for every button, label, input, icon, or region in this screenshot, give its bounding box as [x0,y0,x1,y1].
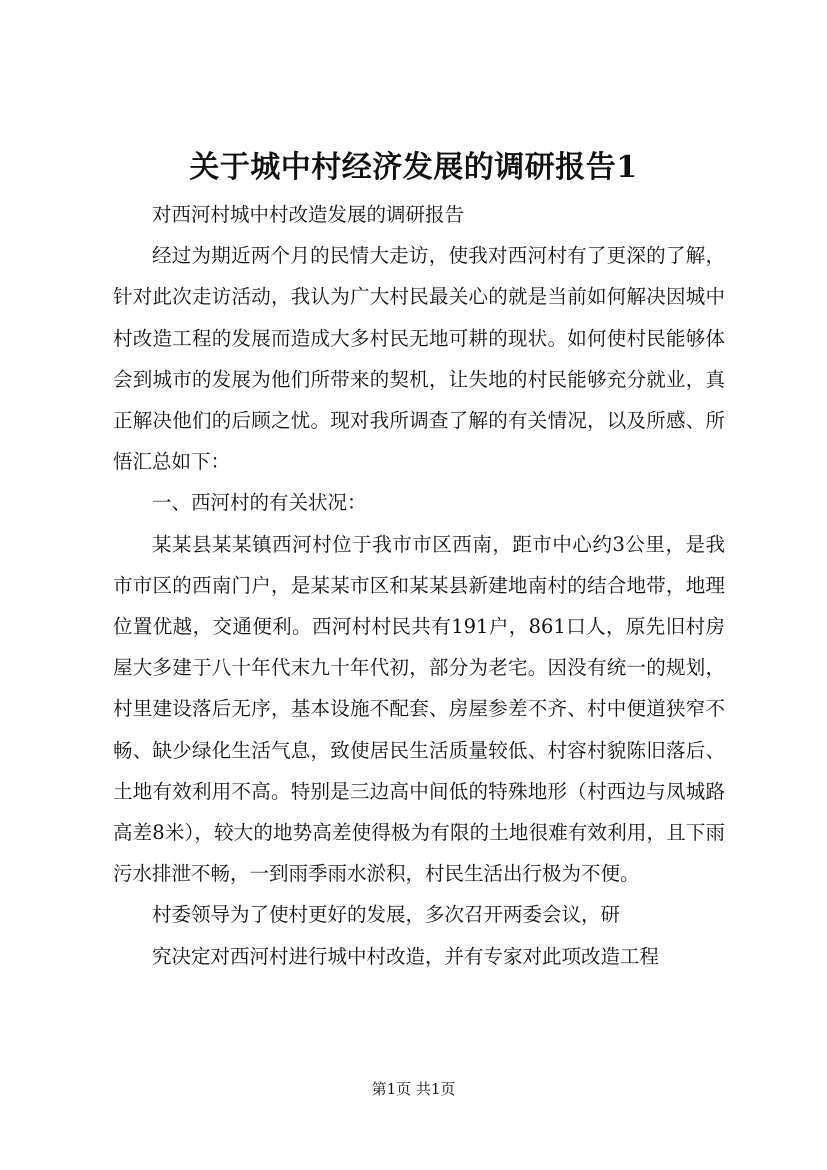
document-body [113,194,725,977]
section-heading: 一、西河村的有关状况： [152,491,367,515]
intro-paragraph: 经过为期近两个月的民情大走访，使我对西河村有了更深的了解，针对此次走访活动，我认为广大村民最关心的就是当前如何解决因城中村改造工程的发展而造成大多村民无地可耕的现状。如何使村民能够体会到城市的发展为他们所带来的契机，让失地的村民能够充分就业，真正解决他们的后顾之忧。现对我所调查了解的有关情况，以及所感、所悟汇总如下： [113,244,725,474]
page-footer: 第1页 共1页 [371,1080,456,1098]
village-status-paragraph: 某某县某某镇西河村位于我市市区西南，距市中心约3公里，是我市市区的西南门户，是某某市区和某某县新建地南村的结合地带，地理位置优越，交通便利。西河村村民共有191户，861口人，原先旧村房屋大多建于八十年代末九十年代初，部分为老宅。因没有统一的规划，村里建设落后无序，基本设施不配套、房屋参差不齐、村中便道狭窄不畅、缺少绿化生活气息，致使居民生活质量较低、村容村貌陈旧落后、土地有效利用不高。特别是三边高中间低的特殊地形（村西边与凤城路高差8米），较大的地势高差使得极为有限的土地很难有效利用，且下雨污水排泄不畅，一到雨季雨水淤积，村民生活出行极为不便。 [113,532,725,886]
decision-paragraph: 究决定对西河村进行城中村改造，并有专家对此项改造工程 [152,944,660,968]
document-title: 关于城中村经济发展的调研报告1 [189,150,638,185]
subtitle-paragraph: 对西河村城中村改造发展的调研报告 [152,203,465,226]
committee-paragraph: 村委领导为了使村更好的发展，多次召开两委会议，研 [152,903,621,927]
